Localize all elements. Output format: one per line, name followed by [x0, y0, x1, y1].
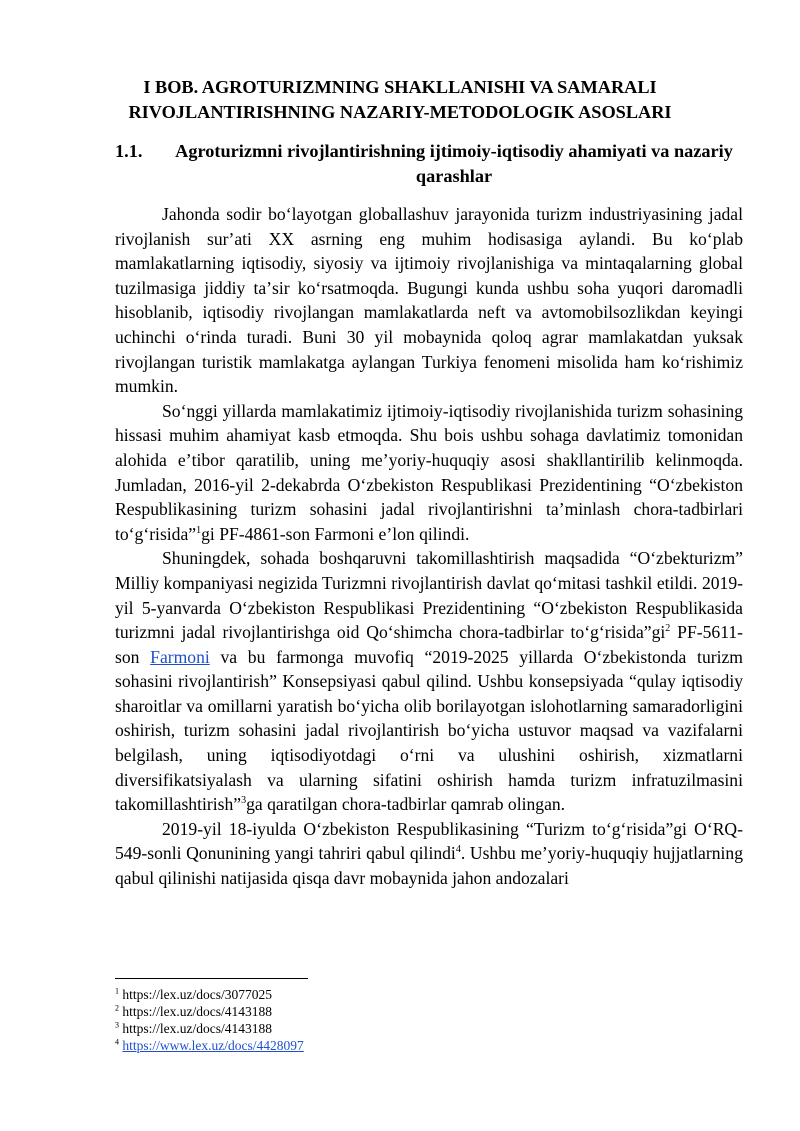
footnote-4-link[interactable]: https://www.lex.uz/docs/4428097 — [122, 1038, 304, 1053]
paragraph-4: 2019-yil 18-iyulda Oʻzbekiston Respublikasining “Turizm toʻgʻrisida”gi OʻRQ-549-sonli Qonunining yangi tahriri qabul qilindi$^4$. Ushbu meʼyoriy-huquqiy hujjatlarning qabul qilinishi natijasida qisqa davr mobaynida jahon andozalari — [115, 818, 743, 889]
footnote-3: $^3$ https://lex.uz/docs/4143188 — [115, 1020, 272, 1036]
farmoni-link[interactable]: Farmoni — [150, 646, 210, 667]
paragraph-1: Jahonda sodir boʻlayotgan globallashuv jarayonida turizm industriyasining jadal rivojlanish surʼati XX asrning eng muhim hodisasiga aylandi. Bu koʻplab mamlakatlarning iqtisodiy, siyosiy va ijtimoiy rivojlanishiga va mintaqalarning global tuzilmasiga jiddiy taʼsir koʻrsatmoqda. Bugungi kunda ushbu soha yuqori daromadli hisoblanib, iqtisodiy rivojlangan mamlakatlarda neft va avtomobilsozlikdan keyingi uchinchi oʻrinda turadi. Buni 30 yil mobaynida qoloq agrar mamlakatdan yuksak rivojlangan turistik mamlakatga aylangan Turkiya fenomeni misolida ham koʻrishimiz mumkin. — [115, 204, 743, 397]
paragraph-2: Soʻnggi yillarda mamlakatimiz ijtimoiy-iqtisodiy rivojlanishida turizm sohasining hissasi muhim ahamiyat kasb etmoqda. Shu bois ushbu sohaga davlatimiz tomonidan alohida eʼtibor qaratilib, uning meʼyoriy-huquqiy asosi shakllantirilib kelinmoqda. Jumladan, 2016-yil 2-dekabrda Oʻzbekiston Respublikasi Prezidentining “Oʻzbekiston Respublikasining turizm sohasini jadal rivojlantirishni taʼminlash chora-tadbirlari toʻgʻrisida”$^1$gi PF-4861-son Farmoni eʼlon qilindi. — [115, 400, 743, 544]
footnote-ref-3[interactable]: 3 — [241, 795, 247, 807]
paragraph-3: Shuningdek, sohada boshqaruvni takomillashtirish maqsadida “Oʻzbekturizm” Milliy kompaniyasi negizida Turizmni rivojlantirish davlat qoʻmitasi tashkil etildi. 2019-yil 5-yanvarda Oʻzbekiston Respublikasi Prezidentining “Oʻzbekiston Respublikasida turizmni jadal rivojlantirishga oid Qoʻshimcha chora-tadbirlar $toʻgʻrisida”gi^2$ PF-5611-son Farmoni va bu farmonga muvofiq “2019-2025 yillarda Oʻzbekistonda turizm sohasini rivojlantirish” Konsepsiyasi qabul qilind. Ushbu konsepsiyada “qulay iqtisodiy sharoitlar va omillarni yaratish boʻyicha olib borilayotgan islohotlarning samaradorligini oshirish, turizm sohasini jadal rivojlantirish boʻyicha ustuvor maqsad va vazifalarni belgilash, uning iqtisodiyotdagi oʻrni va ulushini oshirish, xizmatlarni diversifikatsiyalash va ularning sifatini oshirish hamda turizm infratuzilmasini takomillashtirish”$^3$ga qaratilgan chora-tadbirlar qamrab olingan. — [115, 548, 743, 815]
footnote-1: $^1$ https://lex.uz/docs/3077025 — [115, 986, 272, 1002]
footnote-2: $^2$ https://lex.uz/docs/4143188 — [115, 1003, 272, 1019]
body-text — [115, 202, 743, 891]
footnote-ref-2[interactable]: 2 — [665, 623, 671, 635]
footnote-ref-1[interactable]: 1 — [196, 524, 202, 536]
section-heading — [115, 139, 743, 189]
footnote-separator — [115, 978, 308, 979]
footnotes — [115, 986, 615, 1054]
chapter-title: I BOB. AGROTURIZMNING SHAKLLANISHI VA SAMARALI RIVOJLANTIRISHNING NAZARIY-METODOLOGIK ASOSLARI — [128, 77, 672, 122]
section-title: Agroturizmni rivojlantirishning ijtimoiy-iqtisodiy ahamiyati va nazariy qarashlar — [175, 141, 733, 186]
footnote-ref-4[interactable]: 4 — [455, 844, 461, 856]
footnote-4: $^4$ https://www.lex.uz/docs/4428097 — [115, 1037, 304, 1053]
section-number: 1.1. — [115, 141, 143, 161]
